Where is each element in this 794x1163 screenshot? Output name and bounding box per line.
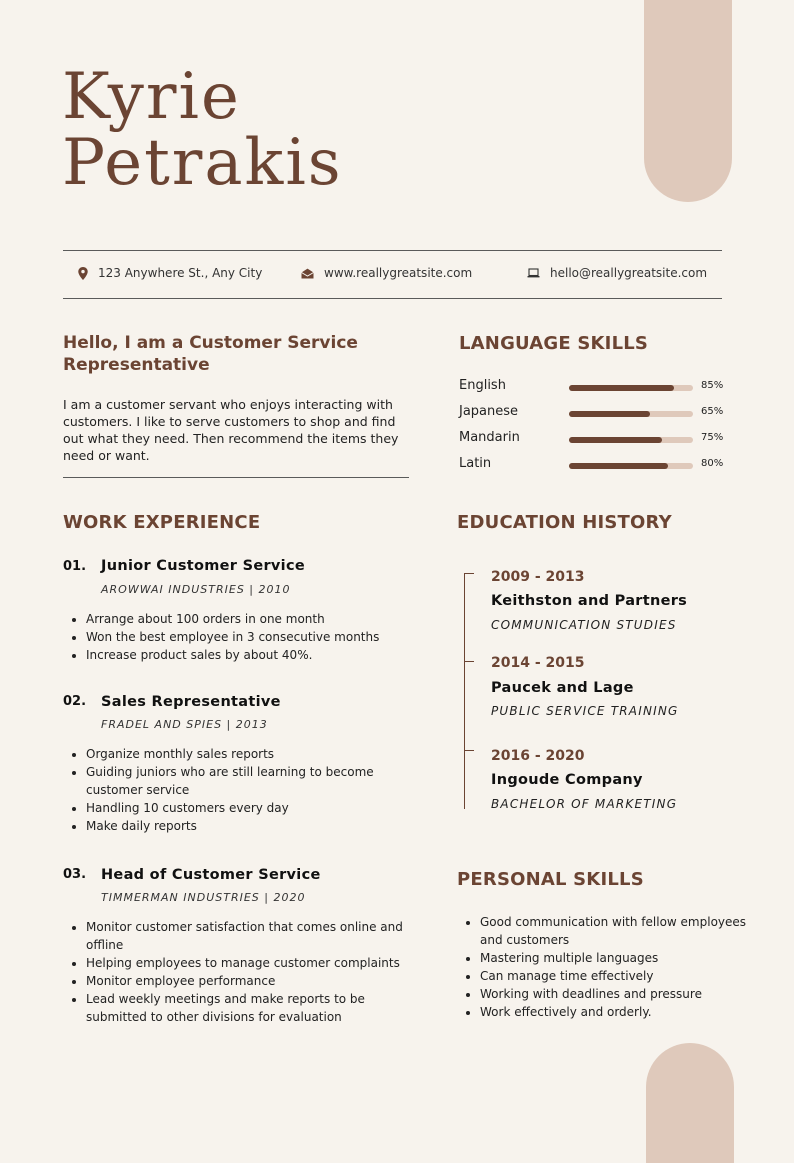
email-link[interactable]: hello@reallygreatsite.com	[550, 266, 708, 280]
education-timeline	[464, 573, 465, 809]
job-bullets	[63, 745, 386, 835]
job-bullets	[63, 918, 421, 1026]
decorative-top-shape	[644, 0, 732, 202]
language-bar-track	[569, 437, 693, 443]
job-bullets	[63, 610, 426, 664]
education-degree: BACHELOR OF MARKETING	[491, 797, 678, 811]
website-link[interactable]: www.reallygreatsite.com	[324, 266, 473, 280]
first-name: Kyrie	[62, 60, 241, 134]
language-name: Japanese	[459, 404, 519, 419]
contact-address	[78, 266, 262, 280]
language-bar-fill	[569, 385, 674, 391]
education-school: Keithston and Partners	[491, 593, 688, 609]
job-title: Junior Customer Service	[101, 558, 305, 574]
job-title: Sales Representative	[101, 694, 281, 710]
timeline-tick	[464, 573, 474, 574]
last-name: Petrakis	[62, 126, 343, 200]
list-item: • Working with deadlines and pressure	[480, 985, 765, 1003]
language-row	[459, 404, 729, 424]
list-item: • Monitor employee performance	[86, 972, 421, 990]
list-item: • Handling 10 customers every day	[86, 799, 386, 817]
contact-email[interactable]	[527, 266, 707, 280]
education-years: 2016 - 2020	[491, 748, 585, 764]
language-name: Mandarin	[459, 430, 520, 445]
language-name: Latin	[459, 456, 492, 471]
list-item: • Lead weekly meetings and make reports to be submitted to other divisions for evaluation	[86, 990, 421, 1026]
timeline-tick	[464, 750, 474, 751]
job-company: AROWWAI INDUSTRIES | 2010	[101, 583, 291, 596]
language-row	[459, 378, 729, 398]
language-percent: 80%	[701, 458, 724, 469]
job-number: 03.	[63, 867, 87, 882]
education-degree: PUBLIC SERVICE TRAINING	[491, 704, 679, 718]
language-row	[459, 430, 729, 450]
language-percent: 85%	[701, 380, 724, 391]
language-bar-fill	[569, 437, 662, 443]
job-company: FRADEL AND SPIES | 2013	[101, 718, 268, 731]
personal-skills-title: PERSONAL SKILLS	[457, 869, 644, 890]
job-number: 01.	[63, 559, 87, 574]
list-item: • Make daily reports	[86, 817, 386, 835]
education-history-title: EDUCATION HISTORY	[457, 512, 672, 533]
list-item: • Mastering multiple languages	[480, 949, 765, 967]
address-text: 123 Anywhere St., Any City	[98, 266, 263, 280]
list-item: • Arrange about 100 orders in one month	[86, 610, 426, 628]
contact-top-divider	[63, 250, 722, 251]
language-bar-track	[569, 463, 693, 469]
list-item: • Monitor customer satisfaction that comes online and offline	[86, 918, 421, 954]
language-percent: 65%	[701, 406, 724, 417]
education-school: Ingoude Company	[491, 772, 643, 788]
education-years: 2014 - 2015	[491, 655, 585, 671]
intro-title: Hello, I am a Customer Service Representative	[63, 333, 358, 375]
job-title: Head of Customer Service	[101, 867, 321, 883]
list-item: • Good communication with fellow employees and customers	[480, 913, 765, 949]
contact-website[interactable]	[301, 266, 472, 280]
timeline-tick	[464, 661, 474, 662]
language-bar-track	[569, 385, 693, 391]
education-years: 2009 - 2013	[491, 569, 585, 585]
intro-divider	[63, 477, 409, 478]
work-experience-title: WORK EXPERIENCE	[63, 512, 261, 533]
job-number: 02.	[63, 694, 87, 709]
language-bar-fill	[569, 463, 668, 469]
envelope-open-icon	[301, 268, 314, 279]
education-degree: COMMUNICATION STUDIES	[491, 618, 677, 632]
list-item: • Increase product sales by about 40%.	[86, 646, 426, 664]
list-item: • Organize monthly sales reports	[86, 745, 386, 763]
list-item: • Can manage time effectively	[480, 967, 765, 985]
list-item: • Work effectively and orderly.	[480, 1003, 765, 1021]
language-row	[459, 456, 729, 476]
language-bar-fill	[569, 411, 650, 417]
language-skills-title: LANGUAGE SKILLS	[459, 333, 649, 354]
language-bar-track	[569, 411, 693, 417]
language-percent: 75%	[701, 432, 724, 443]
decorative-bottom-shape	[646, 1043, 734, 1163]
list-item: • Helping employees to manage customer complaints	[86, 954, 421, 972]
language-name: English	[459, 378, 506, 393]
list-item: • Won the best employee in 3 consecutive months	[86, 628, 426, 646]
resume-name	[62, 60, 343, 200]
job-company: TIMMERMAN INDUSTRIES | 2020	[101, 891, 306, 904]
personal-skills-list	[457, 913, 765, 1021]
laptop-icon	[527, 268, 540, 278]
education-school: Paucek and Lage	[491, 680, 634, 696]
list-item: • Guiding juniors who are still learning to become customer service	[86, 763, 386, 799]
location-pin-icon	[78, 267, 88, 280]
intro-text: I am a customer servant who enjoys interacting with customers. I like to serve customers to shop and find out what they need. Then recommend the items they need or want.	[63, 397, 399, 463]
contact-bottom-divider	[63, 298, 722, 299]
